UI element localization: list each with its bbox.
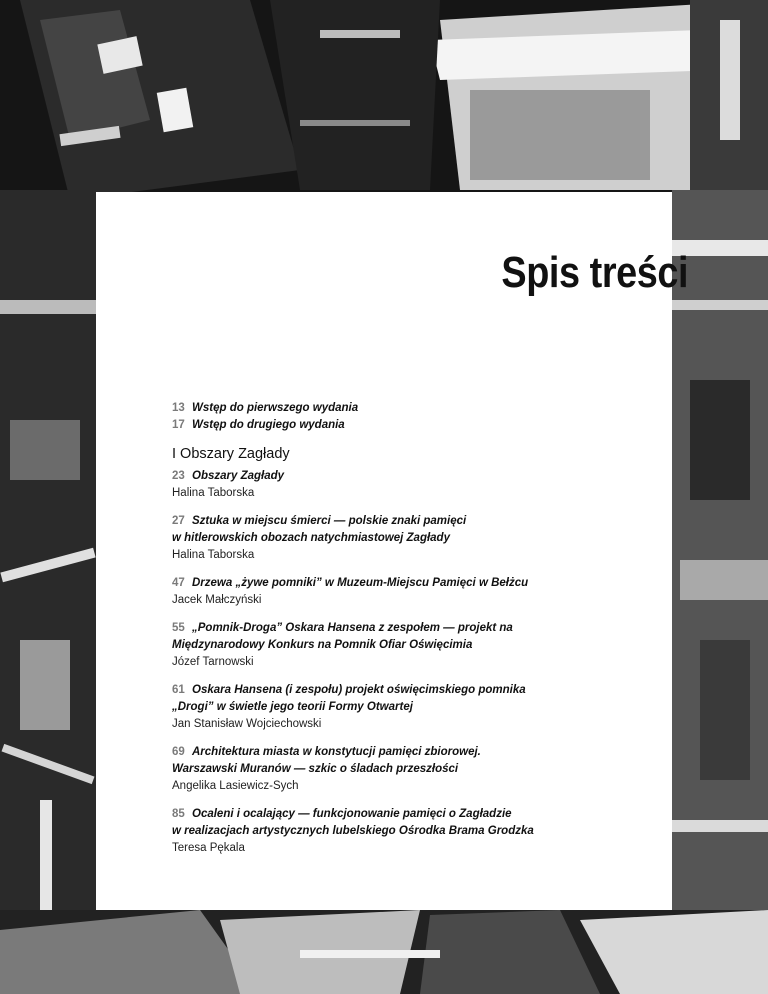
toc-entry[interactable] [172,744,652,795]
toc-intro-item[interactable] [172,417,652,434]
table-of-contents [172,400,652,868]
chapter-title: Obszary Zagłady [192,470,285,482]
chapter-author: Angelika Lasiewicz-Sych [172,780,299,792]
chapter-author: Halina Taborska [172,487,255,499]
chapter-author: Teresa Pękala [172,842,245,854]
chapter-title-continued: „Drogi” w świetle jego teorii Formy Otwartej [172,701,413,713]
chapter-author: Józef Tarnowski [172,656,254,668]
chapter-title-continued: w hitlerowskich obozach natychmiastowej Zagłady [172,532,450,544]
chapter-title: Wstęp do pierwszego wydania [192,402,359,414]
toc-entry[interactable] [172,575,652,609]
chapter-author: Jan Stanisław Wojciechowski [172,718,322,730]
section-heading: I Obszary Zagłady [172,446,290,462]
page-title: Spis treści [501,248,688,297]
toc-entry[interactable] [172,468,652,502]
chapter-title: Oskara Hansena (i zespołu) projekt oświęcimskiego pomnika [192,684,526,696]
page-number: 17 [172,419,185,431]
toc-intro-item[interactable] [172,400,652,417]
chapter-title: „Pomnik-Droga” Oskara Hansena z zespołem — projekt na [192,622,513,634]
chapter-title: Wstęp do drugiego wydania [192,419,345,431]
page-number: 27 [172,515,185,527]
chapter-title: Ocaleni i ocalający — funkcjonowanie pamięci o Zagładzie [192,808,512,820]
page-number: 61 [172,684,185,696]
chapter-author: Halina Taborska [172,549,255,561]
toc-entry[interactable] [172,513,652,564]
chapter-title: Sztuka w miejscu śmierci — polskie znaki pamięci [192,515,467,527]
page-number: 85 [172,808,185,820]
chapter-title-continued: Warszawski Muranów — szkic o śladach przeszłości [172,763,459,775]
chapter-author: Jacek Małczyński [172,594,262,606]
page-number: 69 [172,746,185,758]
chapter-title: Drzewa „żywe pomniki” w Muzeum-Miejscu Pamięci w Bełżcu [192,577,529,589]
chapter-title-continued: w realizacjach artystycznych lubelskiego Ośrodka Brama Grodzka [172,825,534,837]
page-number: 55 [172,622,185,634]
chapter-title-continued: Międzynarodowy Konkurs na Pomnik Ofiar Oświęcimia [172,639,473,651]
page-number: 23 [172,470,185,482]
page-number: 47 [172,577,185,589]
page-number: 13 [172,402,185,414]
toc-entry[interactable] [172,806,652,857]
toc-entry[interactable] [172,620,652,671]
intro-list [172,400,652,434]
toc-entry[interactable] [172,682,652,733]
chapter-title: Architektura miasta w konstytucji pamięci zbiorowej. [192,746,481,758]
